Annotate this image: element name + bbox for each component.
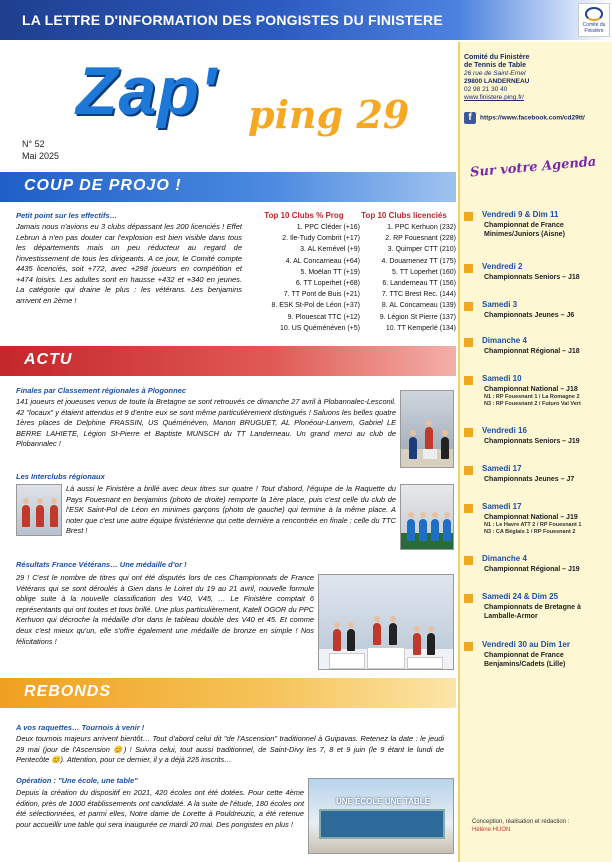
top10-licencies-title: Top 10 Clubs licenciés (361, 211, 447, 220)
ranking-row: 7. TT Pont de Buis (+21) (283, 291, 360, 299)
issue-date: Mai 2025 (22, 151, 60, 161)
section-header-actu (0, 346, 456, 376)
agenda-date: Samedi 10 (482, 374, 522, 383)
ranking-row: 6. Landerneau TT (156) (382, 280, 456, 288)
agenda-item (464, 210, 610, 239)
masthead-zap: Zap' (76, 53, 218, 129)
ranking-row: 2. Ile-Tudy Combrit (+17) (282, 235, 360, 243)
facebook-block[interactable] (464, 112, 608, 124)
address-line-1: 26 rue de Saint-Ernel (464, 70, 526, 77)
agenda-date: Samedi 17 (482, 502, 522, 511)
agenda-event: Championnat National – J18 (484, 386, 578, 393)
top10-progression-title: Top 10 Clubs % Prog (264, 211, 344, 220)
agenda-item (464, 426, 610, 446)
agenda-match: N1 : RP Fouesnant 1 / La Romagne 2 (484, 394, 580, 400)
agenda-date: Dimanche 4 (482, 554, 527, 563)
ranking-row: 9. Plouescat TTC (+12) (287, 313, 360, 321)
address-line-2: 29800 LANDERNEAU (464, 78, 530, 85)
tournois-headline: A vos raquettes… Tournois à venir ! (16, 723, 145, 732)
agenda-date: Vendredi 16 (482, 426, 527, 435)
credits-line: Conception, réalisation et rédaction : (472, 819, 570, 825)
org-name-2: de Tennis de Table (464, 62, 526, 69)
agenda-bullet-icon (464, 466, 473, 475)
agenda-bullet-icon (464, 302, 473, 311)
top10-progression-rows (248, 222, 360, 334)
agenda-date: Samedi 17 (482, 464, 522, 473)
agenda-date: Dimanche 4 (482, 336, 527, 345)
section-header-projo (0, 172, 456, 202)
section-title-rebonds: REBONDS (24, 683, 112, 700)
veterans-podium-photo (318, 574, 454, 670)
ranking-row: 3. AL Kernével (+9) (300, 246, 360, 254)
agenda-match: N3 : RP Fouesnant 2 / Futuro Val Vert (484, 401, 581, 407)
top10-licencies-rows (352, 222, 456, 334)
agenda-match: N1 : Le Havre ATT 2 / RP Fouesnant 1 (484, 522, 582, 528)
top10-licencies (352, 211, 456, 334)
credits (472, 818, 569, 834)
agenda-bullet-icon (464, 594, 473, 603)
ranking-row: 1. PPC Cléder (+16) (296, 224, 360, 231)
veterans-headline: Résultats France Vétérans… Une médaille d'or ! (16, 560, 187, 569)
interclubs-body: Là aussi le Finistère a brillé avec deux titres sur quatre ! Tout d'abord, l'équipe de la Raquette du Pays Fouesnant en benjamins (photo de droite) remporte la 1ère place, puis c'est celle du club de l'ESK Saint-Pol de Léon en minimes garçons (photo de gauche) qui termine à la même place. A noter que c'est une autre équipe finistérienne qui cette dernière a rencontrée en finale : celle du TTC Brest ! (66, 484, 396, 536)
agenda-bullet-icon (464, 642, 473, 651)
agenda-match: N3 : CA Béglais 1 / RP Fouesnant 2 (484, 529, 576, 535)
ranking-row: 5. TT Loperhet (160) (392, 268, 456, 276)
agenda-date: Vendredi 30 au Dim 1er (482, 640, 571, 649)
agenda-date: Vendredi 2 (482, 262, 523, 271)
website-link[interactable]: www.finistere.ping.fr/ (464, 94, 524, 101)
agenda-bullet-icon (464, 338, 473, 347)
agenda-event: Championnats Seniors – J18 (484, 274, 580, 281)
ranking-row: 9. Légion St Pierre (137) (379, 313, 456, 321)
agenda-item (464, 374, 610, 408)
agenda-event: Championnats de Bretagne à Lamballe-Armor (484, 604, 581, 620)
ranking-row: 8. ESK St-Pol de Léon (+37) (271, 302, 360, 310)
agenda-event: Championnats Jeunes – J6 (484, 312, 575, 319)
effectifs-body: Jamais nous n'avions eu 3 clubs dépassant les 200 licenciés ! Effet Lebrun à n'en pas douter car l'explosion est bien visible dans tous les départements mais un peu réducteur au regard de l'investissement de tous les dirigeants. A ce jour, le Comité compte 4435 licenciés, soit +772, avec +298 joueurs en compétition et +474 loisirs. Les adultes sont en hausse +432 et +340 en jeunes. La catégorie qui draine le plus : les vétérans. Les benjamins arrivent en 2ème ! (16, 222, 242, 305)
facebook-link[interactable]: https://www.facebook.com/cd29tt/ (480, 114, 585, 122)
finales-photo (400, 390, 454, 468)
effectifs-headline: Petit point sur les effectifs… (16, 211, 118, 220)
ecole-table-photo (308, 778, 454, 854)
agenda-item (464, 336, 610, 356)
ranking-row: 1. PPC Kerhuon (232) (387, 224, 456, 231)
top10-progression (248, 211, 360, 334)
agenda-event: Championnat Régional – J18 (484, 348, 580, 355)
issue-number: N° 52 (22, 139, 45, 149)
agenda-date: Samedi 3 (482, 300, 518, 309)
agenda-event: Championnats Seniors – J19 (484, 438, 580, 445)
ranking-row: 8. AL Concarneau (139) (381, 302, 456, 310)
facebook-icon: f (464, 112, 476, 124)
issue-info (22, 138, 59, 162)
agenda-bullet-icon (464, 556, 473, 565)
agenda-bullet-icon (464, 376, 473, 385)
logo-mark-icon (585, 7, 603, 21)
section-header-rebonds (0, 678, 456, 708)
agenda-bullet-icon (464, 428, 473, 437)
interclubs-photo-right (400, 484, 454, 550)
ranking-row: 2. RP Fouesnant (228) (385, 235, 456, 243)
veterans-body: 29 ! C'est le nombre de titres qui ont été disputés lors de ces Championnats de France Vétérans qui se sont déroulés à Gien dans le Loiret du 19 au 21 avril, nouvelle formule oblige suite à la nouvelle classification des V40, V45, … Le Finistère comptait 6 représentants qui ont toutes et tous brillé. Une plus particulièrement, Katell OGOR du PPC Kerhuon qui décroche la médaille d'or dans le tableau double des V40 et 45. Et comme deux c'est mieux qu'un, elle s'offre également une médaille de bronze en simple ! Nos félicitations ! (16, 573, 314, 646)
agenda-item (464, 262, 610, 282)
interclubs-headline: Les Interclubs régionaux (16, 472, 105, 481)
agenda-date: Samedi 24 & Dim 25 (482, 592, 559, 601)
agenda-bullet-icon (464, 504, 473, 513)
logo-text: Comité du Finistère (582, 22, 606, 34)
newsletter-tagline: LA LETTRE D'INFORMATION DES PONGISTES DU FINISTERE (22, 12, 443, 28)
tournois-body: Deux tournois majeurs arrivent bientôt… Tout d'abord celui dit "de l'Ascension" traditionnel à Guipavas. Retenez la date : le jeudi 29 mai (jour de l'Ascension 😊) ! Suivra celui, tout aussi traditionnel, de Saint-Divy les 7, 8 et 9 juin (le 9 étant le lundi de Pentecôte 😊). Attention, pour ce dernier, il y a déjà 225 inscrits… (16, 734, 444, 765)
ranking-row: 4. Douarnenez TT (175) (381, 257, 456, 265)
org-name-1: Comité du Finistère (464, 54, 530, 61)
agenda-bullet-icon (464, 212, 473, 221)
agenda-title: Sur votre Agenda (469, 154, 597, 181)
agenda-event: Championnat de France Benjamins/Cadets (Lille) (484, 652, 566, 668)
agenda-event: Championnat National – J19 (484, 514, 578, 521)
ranking-row: 10. US Quéménéven (+5) (280, 324, 360, 332)
finales-body: 141 joueurs et joueuses venus de toute la Bretagne se sont retrouvés ce dimanche 27 avril à Plobannalec-Lesconil. 42 "locaux" y étaient attendus et 9 d'entre eux se sont même particulièrement distingués ! Saluons les belles quatre 1ères places de Delphine FRASSIN, US Quéménéven, Manon BRUGUET, AL Plonéour-Lanvern, Gabriel LE BERRE LAHIETE, Légion St-Pierre et Baptiste MUNSCH du TT Landerneau. Un grand merci au club de Plobannalec ! (16, 397, 396, 449)
agenda-item (464, 554, 610, 574)
ranking-row: 7. TTC Brest Rec. (144) (381, 291, 456, 299)
ranking-row: 3. Quimper CTT (210) (387, 246, 456, 254)
agenda-item (464, 640, 610, 669)
operation-body: Depuis la création du dispositif en 2021, 420 écoles ont été dotées. Pour cette 4ème édition, près de 1000 établissements ont candidaté. A la suite de l'étude, 180 écoles ont été sélectionnées, et parmi elles, Notre dame de Lorette à Pouldreuzic, a été retenue pour accueillir une table qui sera inaugurée ce mardi 20 mai. Des pongistes en plus ! (16, 788, 304, 829)
agenda-event: Championnat de France Minimes/Juniors (Aisne) (484, 222, 565, 238)
agenda-item (464, 464, 610, 484)
credits-author: Hélène HUON (472, 827, 511, 833)
operation-headline: Opération : "Une école, une table" (16, 776, 138, 785)
agenda-event: Championnats Jeunes – J7 (484, 476, 575, 483)
interclubs-photo-left (16, 484, 62, 536)
ranking-row: 6. TT Loperhet (+68) (295, 280, 360, 288)
masthead-ping: ping 29 (248, 92, 410, 137)
committee-logo (578, 3, 610, 37)
agenda-event: Championnat Régional – J19 (484, 566, 580, 573)
contact-block (464, 54, 608, 102)
ranking-row: 5. Moëlan TT (+19) (300, 268, 360, 276)
ranking-row: 4. AL Concarneau (+64) (285, 257, 360, 265)
ranking-row: 10. TT Kemperlé (134) (385, 324, 456, 332)
section-title-projo: COUP DE PROJO ! (24, 177, 182, 194)
agenda-item (464, 592, 610, 621)
agenda-bullet-icon (464, 264, 473, 273)
finales-headline: Finales par Classement régionales à Plogonnec (16, 386, 187, 395)
agenda-item (464, 502, 610, 536)
phone: 02 98 21 30 40 (464, 86, 508, 93)
agenda-item (464, 300, 610, 320)
table-sign-text: UNE ÉCOLE UNE TABLE (335, 797, 431, 806)
section-title-actu: ACTU (24, 351, 73, 368)
agenda-date: Vendredi 9 & Dim 11 (482, 210, 559, 219)
